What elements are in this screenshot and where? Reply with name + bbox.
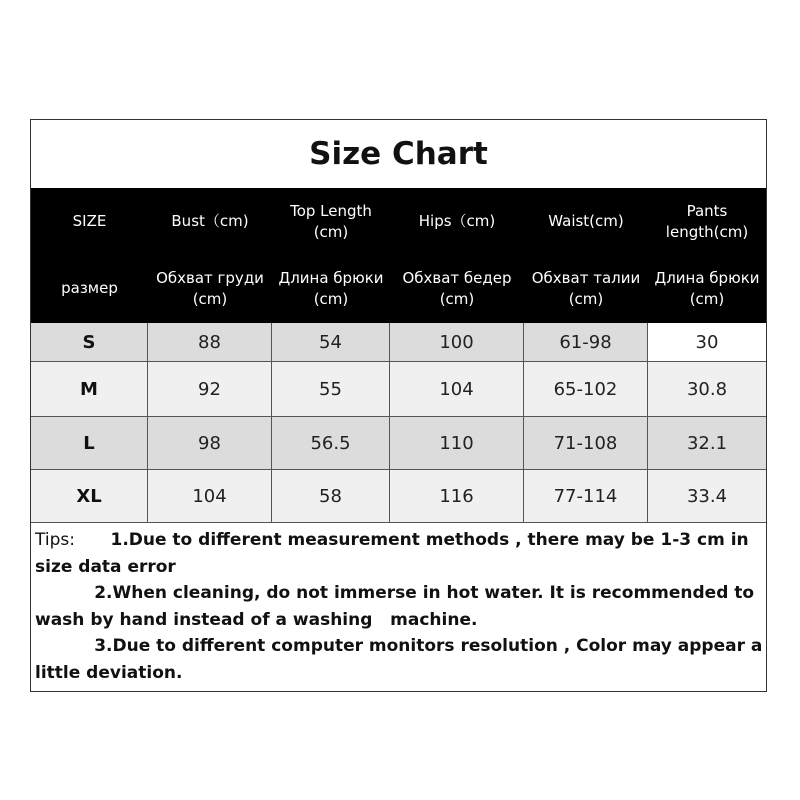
header-hips: Hips（cm) <box>418 212 496 230</box>
bust-cell: 92 <box>148 362 272 416</box>
header-pants-length-ru: Длина брюки (cm) <box>654 268 760 308</box>
top-length-cell: 54 <box>272 323 390 361</box>
table-row <box>31 417 766 470</box>
hips-cell: 110 <box>390 417 524 469</box>
hips-cell: 104 <box>390 362 524 416</box>
tips-line-3 <box>35 580 762 607</box>
hips-cell: 100 <box>390 323 524 361</box>
tip-3-text: 3.Due to different computer monitors resolution , Color may appear a <box>94 636 763 656</box>
waist-cell: 77-114 <box>524 470 648 522</box>
top-length-cell: 55 <box>272 362 390 416</box>
header-waist: Waist(cm) <box>548 212 624 230</box>
bust-cell: 98 <box>148 417 272 469</box>
header-row-english <box>31 188 766 255</box>
hips-cell: 116 <box>390 470 524 522</box>
chart-title: Size Chart <box>309 136 488 172</box>
pants-length-cell: 30 <box>648 323 766 361</box>
tip-2-text: 2.When cleaning, do not immerse in hot water. It is recommended to <box>94 583 755 603</box>
header-bust-ru: Обхват груди (cm) <box>156 268 264 308</box>
header-hips-ru: Обхват бедер (cm) <box>402 268 512 308</box>
tips-line-6: little deviation. <box>35 662 183 683</box>
size-cell: M <box>31 362 148 416</box>
header-top-length: Top Length (cm) <box>290 201 372 241</box>
pants-length-cell: 30.8 <box>648 362 766 416</box>
header-pants-length: Pants length(cm) <box>665 201 749 241</box>
header-row-russian <box>31 255 766 322</box>
bust-cell: 88 <box>148 323 272 361</box>
header-top-length-ru: Длина брюки (cm) <box>278 268 384 308</box>
top-length-cell: 58 <box>272 470 390 522</box>
size-cell: L <box>31 417 148 469</box>
table-row <box>31 470 766 523</box>
waist-cell: 71-108 <box>524 417 648 469</box>
header-bust: Bust（cm) <box>171 212 249 230</box>
tips-line-4: wash by hand instead of a washing machine. <box>35 609 478 630</box>
table-body <box>31 323 766 523</box>
table-row <box>31 362 766 417</box>
table-header <box>31 188 766 323</box>
pants-length-cell: 32.1 <box>648 417 766 469</box>
pants-length-cell: 33.4 <box>648 470 766 522</box>
waist-cell: 65-102 <box>524 362 648 416</box>
header-size-ru: размер <box>61 279 118 297</box>
size-cell: S <box>31 323 148 361</box>
header-size: SIZE <box>72 212 107 230</box>
top-length-cell: 56.5 <box>272 417 390 469</box>
table-row <box>31 323 766 362</box>
size-cell: XL <box>31 470 148 522</box>
tips-line-5 <box>35 633 762 660</box>
header-waist-ru: Обхват талии (cm) <box>531 268 641 308</box>
tips-line-2: size data error <box>35 556 176 577</box>
tip-1-text: 1.Due to different measurement methods , there may be 1-3 cm in <box>110 530 749 550</box>
waist-cell: 61-98 <box>524 323 648 361</box>
tips-section <box>31 523 766 691</box>
size-chart <box>30 119 767 692</box>
bust-cell: 104 <box>148 470 272 522</box>
tips-label: Tips: <box>35 530 75 550</box>
tips-line-1 <box>35 527 762 554</box>
